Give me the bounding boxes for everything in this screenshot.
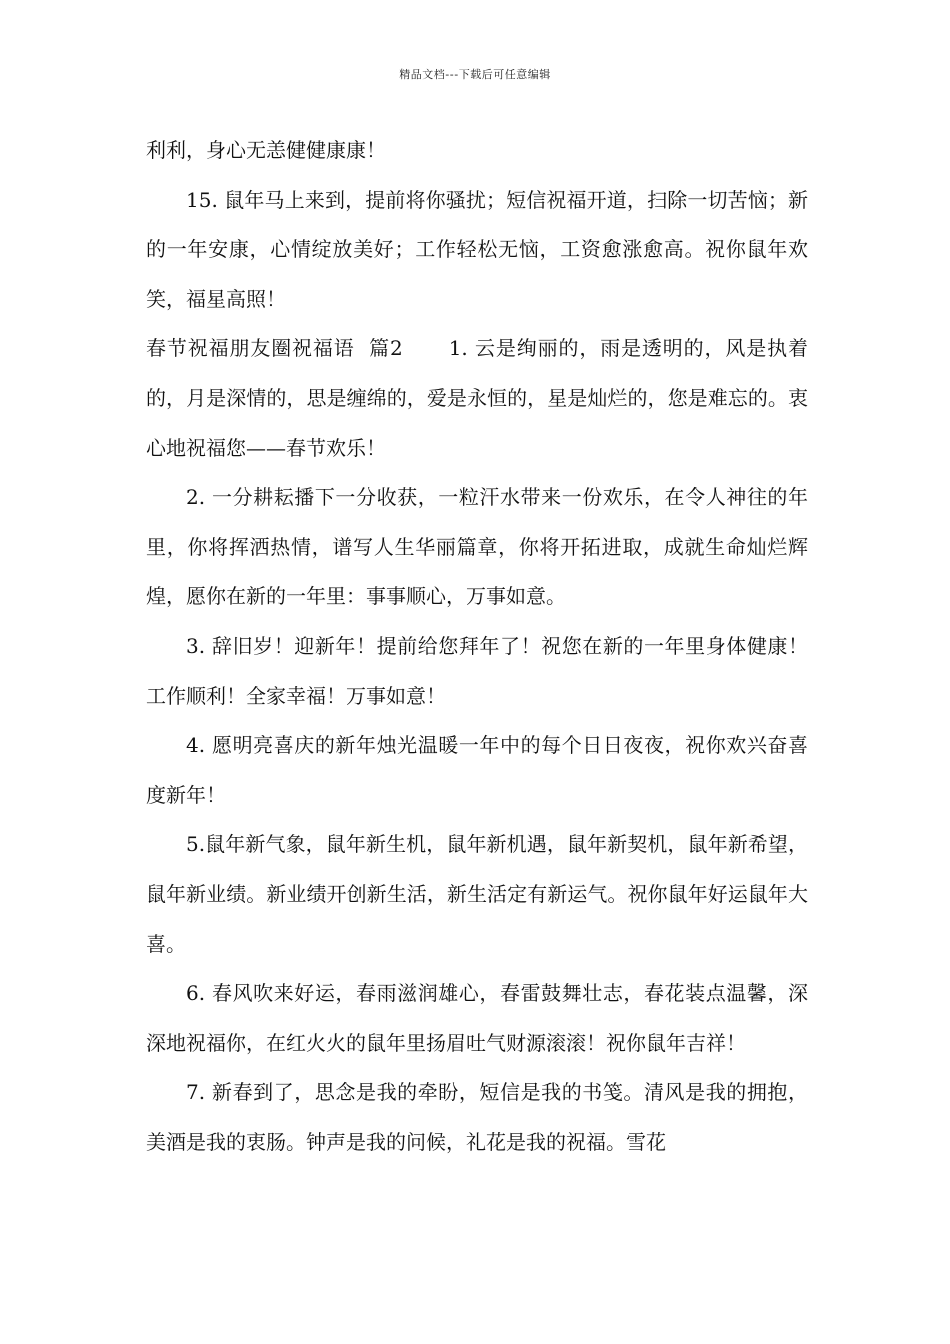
section-title: 春节祝福朋友圈祝福语 篇2 (146, 336, 403, 361)
paragraph-item-3: 3. 辞旧岁！迎新年！提前给您拜年了！祝您在新的一年里身体健康！工作顺利！全家幸福！万事如意！ (146, 633, 808, 708)
paragraph-item-4: 4. 愿明亮喜庆的新年烛光温暖一年中的每个日日夜夜，祝你欢兴奋喜度新年！ (146, 733, 808, 807)
paragraph-item-7: 7. 新春到了，思念是我的牵盼，短信是我的书笺。清风是我的拥抱，美酒是我的衷肠。钟声是我的问候，礼花是我的祝福。雪花 (146, 1080, 808, 1154)
paragraph-continuation: 利利，身心无恙健健康康！ (146, 138, 386, 162)
document-body (146, 126, 808, 1167)
page-header: 精品文档---下载后可任意编辑 (399, 68, 551, 81)
paragraph-item-5: 5.鼠年新气象，鼠年新生机，鼠年新机遇，鼠年新契机，鼠年新希望，鼠年新业绩。新业绩开创新生活，新生活定有新运气。祝你鼠年好运鼠年大喜。 (146, 832, 808, 956)
paragraph-section-2 (146, 324, 808, 473)
paragraph-item-15: 15. 鼠年马上来到，提前将你骚扰；短信祝福开道，扫除一切苦恼；新的一年安康，心情绽放美好；工作轻松无恼，工资愈涨愈高。祝你鼠年欢笑，福星高照！ (146, 187, 808, 311)
paragraph-item-1: 1. 云是绚丽的，雨是透明的，风是执着的，月是深情的，思是缠绵的，爱是永恒的，星是灿烂的，您是难忘的。衷心地祝福您——春节欢乐！ (146, 336, 808, 460)
paragraph-item-2: 2. 一分耕耘播下一分收获，一粒汗水带来一份欢乐，在令人神往的年里，你将挥洒热情，谱写人生华丽篇章，你将开拓进取，成就生命灿烂辉煌，愿你在新的一年里：事事顺心，万事如意。 (146, 485, 808, 609)
paragraph-item-6: 6. 春风吹来好运，春雨滋润雄心，春雷鼓舞壮志，春花装点温馨，深深地祝福你，在红火火的鼠年里扬眉吐气财源滚滚！祝你鼠年吉祥！ (146, 981, 808, 1055)
